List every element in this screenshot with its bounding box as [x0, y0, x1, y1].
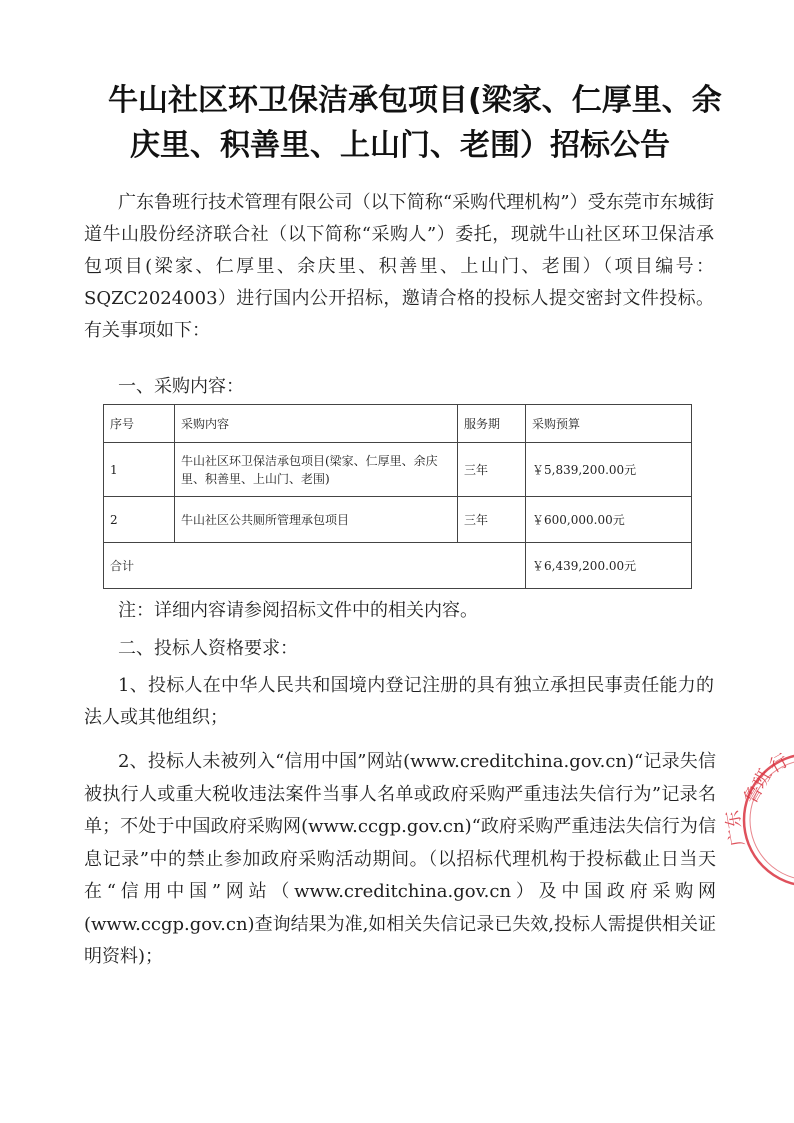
svg-text:行: 行	[766, 750, 793, 778]
section-1-heading: 一、采购内容：	[118, 376, 244, 397]
title-line-2: 庆里、积善里、上山门、老围）招标公告	[130, 128, 670, 163]
table-total-row	[104, 543, 692, 589]
requirement-2: 2、投标人未被列入“信用中国”网站(www.creditchina.gov.cn)“记录失信被执行人或重大税收违法案件当事人名单或政府采购严重违法失信行为”记录名单；不处于中国政府采购网(www.ccgp.gov.cn)“政府采购严重违法失信行为信息记录”中的禁止参加政府采购活动期间。（以招标代理机构于投标截止日当天在“信用中国”网站（www.creditchina.gov.cn）及中国政府采购网(www.ccgp.gov.cn)查询结果为准,如相关失信记录已失效,投标人需提供相关证明资料)；	[84, 751, 717, 967]
table-note: 注：详细内容请参阅招标文件中的相关内容。	[118, 600, 478, 621]
svg-text:广东: 广东	[721, 808, 749, 848]
table-row	[104, 443, 692, 497]
svg-text:鲁班: 鲁班	[740, 765, 777, 808]
row-budget: ￥600,000.00元	[526, 497, 692, 543]
row-budget: ￥5,839,200.00元	[526, 443, 692, 497]
header-cell-content: 采购内容	[175, 405, 458, 443]
row-no: 1	[104, 443, 175, 497]
row-period: 三年	[458, 443, 526, 497]
row-period: 三年	[458, 497, 526, 543]
intro-paragraph: 广东鲁班行技术管理有限公司（以下简称“采购代理机构”）受东莞市东城街道牛山股份经济联合社（以下简称“采购人”）委托，现就牛山社区环卫保洁承包项目(梁家、仁厚里、余庆里、积善里、上山门、老围）（项目编号：SQZC2024003）进行国内公开招标，邀请合格的投标人提交密封文件投标。有关事项如下：	[84, 192, 714, 341]
total-label: 合计	[104, 543, 526, 589]
header-cell-period: 服务期	[458, 405, 526, 443]
section-2-heading: 二、投标人资格要求：	[118, 638, 298, 659]
company-seal	[721, 745, 794, 895]
header-cell-no: 序号	[104, 405, 175, 443]
row-content: 牛山社区公共厕所管理承包项目	[175, 497, 458, 543]
total-value: ￥6,439,200.00元	[526, 543, 692, 589]
table-header-row	[104, 405, 692, 443]
table-row	[104, 497, 692, 543]
requirement-1: 1、投标人在中华人民共和国境内登记注册的具有独立承担民事责任能力的法人或其他组织；	[84, 675, 714, 728]
title-line-1: 牛山社区环卫保洁承包项目(梁家、仁厚里、余	[108, 83, 722, 118]
header-cell-budget: 采购预算	[526, 405, 692, 443]
document-title	[80, 78, 740, 168]
procurement-table	[103, 404, 692, 589]
row-content: 牛山社区环卫保洁承包项目(梁家、仁厚里、余庆里、积善里、上山门、老围)	[175, 443, 458, 497]
row-no: 2	[104, 497, 175, 543]
